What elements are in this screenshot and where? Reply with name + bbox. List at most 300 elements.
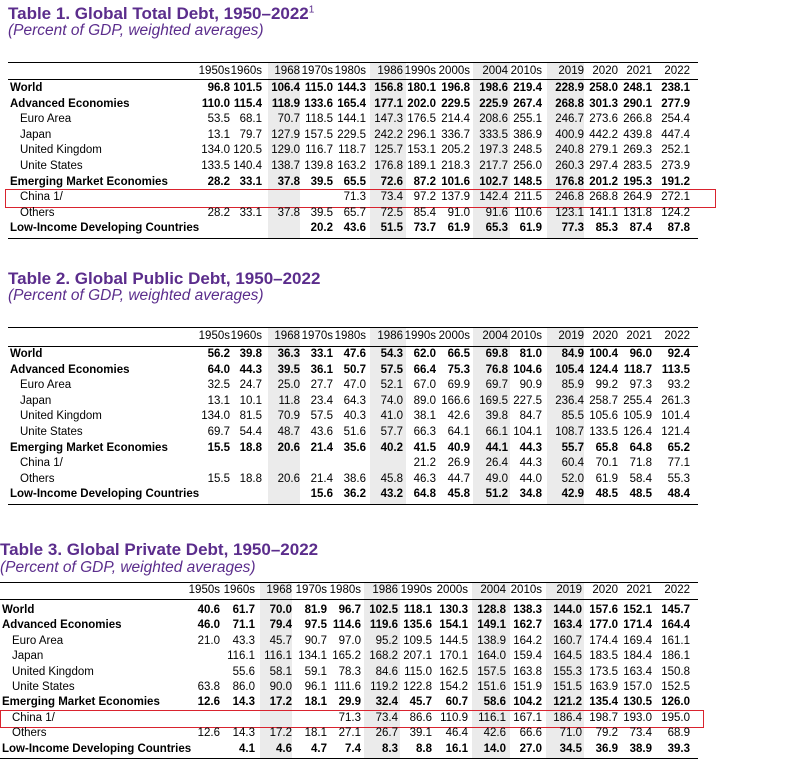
data-cell: 7.4 — [345, 742, 361, 755]
data-cell: 65.2 — [667, 441, 690, 454]
data-cell: 171.4 — [623, 619, 652, 632]
table-row — [0, 618, 800, 634]
data-cell: 144.3 — [337, 82, 366, 94]
row-label: Emerging Market Economies — [10, 175, 168, 188]
data-cell: 33.1 — [239, 206, 262, 219]
data-cell: 134.1 — [298, 650, 327, 663]
column-header-2010s: 2010s — [510, 330, 542, 342]
data-cell: 169.5 — [479, 394, 508, 407]
data-cell: 177.1 — [374, 97, 403, 110]
data-cell: 48.7 — [277, 426, 300, 438]
data-cell: 96.1 — [304, 681, 327, 693]
data-cell: 52.1 — [380, 379, 403, 392]
data-cell: 39.3 — [667, 742, 690, 755]
data-cell: 110.6 — [514, 206, 542, 219]
data-cell: 36.2 — [343, 488, 366, 501]
data-cell: 97.3 — [629, 379, 652, 392]
data-cell: 144.1 — [337, 113, 366, 126]
data-cell: 202.0 — [407, 97, 436, 110]
data-cell: 157.5 — [477, 665, 506, 678]
column-header-2000s: 2000s — [436, 584, 468, 596]
data-cell: 159.4 — [513, 650, 542, 663]
data-cell: 118.5 — [305, 113, 333, 126]
data-cell: 96.0 — [629, 348, 652, 360]
data-cell: 73.4 — [380, 191, 403, 204]
data-cell: 13.1 — [207, 394, 230, 407]
data-cell: 59.1 — [304, 665, 327, 678]
data-cell: 184.4 — [623, 650, 652, 663]
data-cell: 176.5 — [407, 113, 436, 126]
data-cell: 150.8 — [661, 665, 690, 678]
column-header-1960s: 1960s — [223, 584, 255, 596]
table-subtitle: (Percent of GDP, weighted averages) — [8, 22, 264, 39]
data-cell: 242.2 — [374, 128, 403, 141]
data-cell: 17.2 — [269, 727, 292, 740]
data-cell: 140.4 — [233, 160, 262, 172]
row-label: China 1/ — [12, 711, 55, 724]
data-cell: 133.6 — [304, 97, 333, 110]
data-cell: 50.7 — [343, 363, 366, 376]
data-cell: 75.3 — [447, 363, 470, 376]
data-cell: 91.6 — [485, 206, 508, 219]
data-cell: 268.8 — [555, 97, 584, 110]
data-cell: 225.9 — [479, 97, 508, 110]
data-cell: 170.1 — [439, 650, 468, 663]
data-cell: 104.6 — [513, 363, 542, 376]
data-cell: 163.4 — [623, 665, 652, 678]
data-cell: 26.7 — [375, 727, 398, 740]
data-cell: 264.9 — [623, 191, 652, 204]
data-cell: 39.8 — [239, 348, 262, 360]
data-cell: 81.0 — [519, 348, 542, 360]
data-cell: 269.3 — [623, 144, 652, 157]
data-cell: 218.3 — [441, 160, 470, 172]
data-cell: 127.9 — [271, 128, 300, 141]
data-cell: 41.5 — [413, 441, 436, 454]
column-header-1960s: 1960s — [230, 330, 262, 342]
title-footnote-marker: 1 — [308, 4, 315, 16]
column-header-2020: 2020 — [592, 330, 618, 342]
data-cell: 217.7 — [479, 160, 508, 172]
data-cell: 95.2 — [375, 634, 398, 647]
data-cell: 104.2 — [513, 696, 542, 709]
column-header-1950s: 1950s — [198, 330, 230, 342]
data-cell: 151.9 — [513, 681, 542, 693]
data-cell: 16.1 — [445, 742, 468, 755]
data-cell: 26.4 — [485, 457, 508, 470]
data-cell: 57.5 — [380, 363, 403, 376]
data-cell: 447.4 — [661, 128, 690, 141]
data-cell: 28.2 — [207, 206, 230, 219]
data-cell: 90.9 — [519, 379, 542, 392]
data-cell: 191.2 — [661, 175, 690, 188]
data-cell: 15.5 — [207, 472, 230, 485]
data-cell: 115.4 — [233, 97, 262, 110]
data-cell: 89.0 — [413, 394, 436, 407]
data-cell: 41.0 — [380, 410, 403, 423]
data-cell: 44.1 — [485, 441, 508, 454]
data-cell: 71.3 — [343, 191, 366, 204]
data-cell: 198.7 — [589, 711, 618, 724]
data-cell: 73.4 — [375, 711, 398, 724]
data-cell: 39.1 — [409, 727, 432, 740]
data-cell: 65.5 — [343, 175, 366, 188]
column-header-1950s: 1950s — [188, 584, 220, 596]
data-cell: 165.2 — [332, 650, 361, 663]
column-header-1968: 1968 — [266, 584, 292, 596]
data-cell: 106.4 — [271, 82, 300, 94]
data-cell: 163.8 — [513, 665, 542, 678]
column-header-1950s: 1950s — [198, 65, 230, 77]
data-cell: 97.2 — [413, 191, 436, 204]
data-cell: 51.5 — [380, 222, 403, 235]
row-label: Low-Income Developing Countries — [10, 222, 200, 235]
column-header-1968: 1968 — [274, 65, 300, 77]
data-cell: 227.5 — [513, 394, 542, 407]
data-cell: 45.8 — [447, 488, 470, 501]
data-cell: 12.6 — [197, 727, 220, 740]
data-cell: 99.2 — [595, 379, 618, 392]
data-cell: 111.6 — [333, 681, 361, 693]
data-cell: 130.5 — [623, 696, 652, 709]
data-cell: 70.0 — [269, 604, 292, 616]
data-cell: 69.9 — [447, 379, 470, 392]
table-row — [0, 726, 800, 742]
data-cell: 246.8 — [555, 191, 584, 204]
data-cell: 186.4 — [553, 711, 582, 724]
table-row — [0, 649, 800, 665]
data-cell: 105.4 — [555, 363, 584, 376]
column-header-2000s: 2000s — [438, 330, 470, 342]
data-cell: 84.9 — [561, 348, 584, 360]
data-cell: 60.7 — [445, 696, 468, 709]
column-header-1990s: 1990s — [404, 330, 436, 342]
column-header-2004: 2004 — [480, 584, 506, 596]
data-cell: 29.9 — [338, 696, 361, 709]
data-cell: 126.4 — [623, 426, 652, 438]
data-cell: 165.4 — [337, 97, 366, 110]
data-cell: 92.4 — [667, 348, 690, 360]
data-cell: 11.8 — [278, 394, 300, 407]
column-header-1990s: 1990s — [400, 584, 432, 596]
data-cell: 97.5 — [304, 619, 327, 632]
data-cell: 156.8 — [374, 82, 403, 94]
data-cell: 102.7 — [479, 175, 508, 188]
data-cell: 260.3 — [555, 160, 584, 172]
data-cell: 248.1 — [623, 82, 652, 94]
data-cell: 333.5 — [479, 128, 508, 141]
data-cell: 114.6 — [332, 619, 361, 632]
data-cell: 119.2 — [370, 681, 398, 693]
data-cell: 128.8 — [477, 604, 506, 616]
data-cell: 144.5 — [439, 634, 468, 647]
data-cell: 229.5 — [441, 97, 470, 110]
data-cell: 40.9 — [447, 441, 470, 454]
data-cell: 52.0 — [561, 472, 584, 485]
data-cell: 71.8 — [629, 457, 652, 470]
data-cell: 35.6 — [343, 441, 366, 454]
data-cell: 135.6 — [403, 619, 432, 632]
data-cell: 44.3 — [239, 363, 262, 376]
data-cell: 157.5 — [304, 128, 333, 141]
data-cell: 124.2 — [661, 206, 690, 219]
data-cell: 15.6 — [310, 488, 333, 501]
data-cell: 122.8 — [403, 681, 432, 693]
data-cell: 193.0 — [623, 711, 652, 724]
row-label: United Kingdom — [20, 410, 102, 423]
data-cell: 400.9 — [555, 128, 584, 141]
data-cell: 208.6 — [479, 113, 508, 126]
data-cell: 49.0 — [485, 472, 508, 485]
data-cell: 25.0 — [277, 379, 300, 392]
data-cell: 44.7 — [447, 472, 470, 485]
column-header-2019: 2019 — [558, 330, 584, 342]
data-cell: 164.0 — [477, 650, 506, 663]
data-cell: 254.4 — [661, 113, 690, 126]
data-cell: 71.1 — [232, 619, 255, 632]
data-cell: 66.6 — [519, 727, 542, 740]
data-cell: 93.2 — [667, 379, 690, 392]
data-cell: 63.8 — [197, 681, 220, 693]
data-cell: 135.4 — [589, 696, 618, 709]
data-cell: 173.5 — [589, 665, 618, 678]
data-cell: 77.1 — [667, 457, 690, 470]
data-cell: 70.9 — [277, 410, 300, 423]
column-header-1970s: 1970s — [295, 584, 327, 596]
data-cell: 55.7 — [561, 441, 584, 454]
data-cell: 211.5 — [514, 191, 542, 204]
data-cell: 118.7 — [623, 363, 652, 376]
row-label: Advanced Economies — [10, 363, 130, 376]
data-cell: 258.0 — [589, 82, 618, 94]
data-cell: 273.6 — [589, 113, 618, 126]
data-cell: 296.1 — [407, 128, 436, 141]
data-cell: 144.0 — [553, 604, 582, 616]
data-cell: 177.0 — [589, 619, 618, 632]
data-cell: 79.2 — [595, 727, 618, 740]
data-cell: 87.2 — [413, 175, 436, 188]
row-label: Others — [20, 472, 55, 485]
data-cell: 64.8 — [629, 441, 652, 454]
data-cell: 283.5 — [623, 160, 652, 172]
column-header-1986: 1986 — [372, 584, 398, 596]
data-cell: 196.8 — [441, 82, 470, 94]
table-title — [0, 540, 318, 560]
table-title-text: Table 1. Global Total Debt, 1950–2022 — [8, 4, 309, 23]
data-cell: 85.5 — [561, 410, 584, 423]
data-cell: 21.4 — [310, 472, 333, 485]
data-cell: 101.6 — [441, 175, 470, 188]
column-header-2004: 2004 — [482, 330, 508, 342]
data-cell: 109.5 — [403, 634, 432, 647]
column-header-2022: 2022 — [664, 584, 690, 596]
row-label: Advanced Economies — [2, 619, 122, 632]
column-header-1980s: 1980s — [334, 65, 366, 77]
row-label: Unite States — [20, 426, 83, 438]
data-cell: 40.6 — [197, 604, 220, 616]
data-cell: 236.4 — [555, 394, 584, 407]
data-cell: 64.8 — [413, 488, 436, 501]
data-cell: 149.1 — [477, 619, 506, 632]
data-cell: 123.1 — [555, 206, 584, 219]
data-cell: 51.2 — [485, 488, 508, 501]
data-cell: 76.8 — [485, 363, 508, 376]
data-cell: 116.1 — [227, 650, 255, 663]
data-cell: 81.9 — [304, 604, 327, 616]
table-row — [0, 695, 800, 711]
data-cell: 21.2 — [413, 457, 436, 470]
data-cell: 61.9 — [447, 222, 470, 235]
data-cell: 55.3 — [667, 472, 690, 485]
data-cell: 108.7 — [555, 426, 584, 438]
data-cell: 279.1 — [589, 144, 618, 157]
table-bottom-rule — [0, 758, 698, 759]
column-header-1970s: 1970s — [301, 330, 333, 342]
data-cell: 246.7 — [555, 113, 584, 126]
data-cell: 104.1 — [513, 426, 542, 438]
row-label: United Kingdom — [20, 144, 102, 157]
data-cell: 176.8 — [374, 160, 403, 172]
data-cell: 91.0 — [447, 206, 470, 219]
column-header-2019: 2019 — [558, 65, 584, 77]
data-cell: 61.9 — [595, 472, 618, 485]
data-cell: 142.4 — [479, 191, 508, 204]
data-cell: 115.0 — [404, 665, 432, 678]
column-header-1990s: 1990s — [404, 65, 436, 77]
data-cell: 57.7 — [380, 426, 403, 438]
data-cell: 38.6 — [343, 472, 366, 485]
data-cell: 57.5 — [310, 410, 333, 423]
data-cell: 97.0 — [338, 634, 361, 647]
column-header-2004: 2004 — [482, 65, 508, 77]
data-cell: 115.0 — [304, 82, 333, 94]
data-cell: 53.5 — [207, 113, 230, 126]
data-cell: 151.5 — [553, 681, 582, 693]
data-cell: 195.3 — [623, 175, 652, 188]
data-cell: 386.9 — [513, 128, 542, 141]
data-cell: 118.1 — [403, 604, 432, 616]
data-cell: 72.6 — [380, 175, 403, 188]
data-cell: 32.5 — [207, 379, 230, 392]
data-cell: 205.2 — [441, 144, 470, 157]
data-cell: 64.3 — [343, 394, 366, 407]
data-cell: 58.1 — [269, 665, 292, 678]
data-cell: 141.1 — [589, 206, 618, 219]
data-cell: 69.7 — [207, 426, 230, 438]
data-cell: 20.6 — [277, 441, 300, 454]
data-cell: 70.1 — [595, 457, 618, 470]
data-cell: 84.6 — [375, 665, 398, 678]
data-cell: 8.8 — [416, 742, 432, 755]
data-cell: 273.9 — [661, 160, 690, 172]
data-cell: 336.7 — [441, 128, 470, 141]
data-cell: 39.5 — [310, 175, 333, 188]
data-cell: 258.7 — [589, 394, 618, 407]
data-cell: 124.4 — [589, 363, 618, 376]
data-cell: 69.8 — [485, 348, 508, 360]
data-cell: 118.7 — [338, 144, 366, 157]
data-cell: 34.8 — [519, 488, 542, 501]
data-cell: 15.5 — [207, 441, 230, 454]
row-label: Emerging Market Economies — [10, 441, 168, 454]
data-cell: 61.9 — [519, 222, 542, 235]
data-cell: 238.1 — [661, 82, 690, 94]
data-cell: 85.3 — [595, 222, 618, 235]
data-cell: 33.1 — [239, 175, 262, 188]
table-row — [0, 665, 800, 681]
data-cell: 85.4 — [413, 206, 436, 219]
data-cell: 133.5 — [589, 426, 618, 438]
row-label: Low-Income Developing Countries — [10, 488, 200, 501]
data-cell: 139.8 — [304, 160, 333, 172]
data-cell: 45.8 — [380, 472, 403, 485]
data-cell: 14.0 — [483, 742, 506, 755]
data-cell: 73.4 — [629, 727, 652, 740]
data-cell: 277.9 — [661, 97, 690, 110]
data-cell: 74.0 — [380, 394, 403, 407]
data-cell: 81.5 — [239, 410, 262, 423]
column-header-2010s: 2010s — [510, 65, 542, 77]
data-cell: 87.4 — [629, 222, 652, 235]
data-cell: 43.3 — [232, 634, 255, 647]
data-cell: 180.1 — [407, 82, 436, 94]
data-cell: 157.0 — [623, 681, 652, 693]
data-cell: 119.6 — [369, 619, 398, 632]
data-cell: 4.7 — [311, 742, 327, 755]
data-cell: 45.7 — [409, 696, 432, 709]
data-cell: 120.5 — [233, 144, 262, 157]
data-cell: 39.8 — [485, 410, 508, 423]
data-cell: 14.3 — [232, 696, 255, 709]
data-cell: 66.4 — [413, 363, 436, 376]
row-label: World — [10, 348, 43, 360]
data-cell: 297.4 — [589, 160, 618, 172]
data-cell: 252.1 — [661, 144, 690, 157]
data-cell: 48.5 — [629, 488, 652, 501]
data-cell: 18.1 — [304, 696, 327, 709]
data-cell: 90.0 — [269, 681, 292, 693]
column-header-1980s: 1980s — [334, 330, 366, 342]
data-cell: 64.1 — [447, 426, 470, 438]
column-header-2019: 2019 — [556, 584, 582, 596]
data-cell: 101.4 — [661, 410, 690, 423]
data-cell: 40.3 — [343, 410, 366, 423]
data-cell: 40.2 — [380, 441, 403, 454]
data-cell: 62.0 — [413, 348, 436, 360]
data-cell: 148.5 — [513, 175, 542, 188]
table-row — [0, 742, 800, 758]
data-cell: 55.6 — [232, 665, 255, 678]
data-cell: 442.2 — [589, 128, 618, 141]
data-cell: 34.5 — [559, 742, 582, 755]
data-cell: 4.1 — [239, 742, 255, 755]
data-cell: 85.9 — [561, 379, 584, 392]
table-title-text: Table 2. Global Public Debt, 1950–2022 — [8, 269, 321, 288]
data-cell: 46.3 — [413, 472, 436, 485]
data-cell: 26.9 — [447, 457, 470, 470]
row-label: World — [10, 82, 43, 94]
data-cell: 20.2 — [310, 222, 333, 235]
data-cell: 105.9 — [623, 410, 652, 423]
data-cell: 68.9 — [667, 727, 690, 740]
data-cell: 301.3 — [589, 97, 618, 110]
data-cell: 65.7 — [343, 206, 366, 219]
data-cell: 189.1 — [407, 160, 436, 172]
row-label: Japan — [20, 128, 52, 141]
data-cell: 151.6 — [477, 681, 506, 693]
data-cell: 183.5 — [589, 650, 618, 663]
data-cell: 65.3 — [485, 222, 508, 235]
